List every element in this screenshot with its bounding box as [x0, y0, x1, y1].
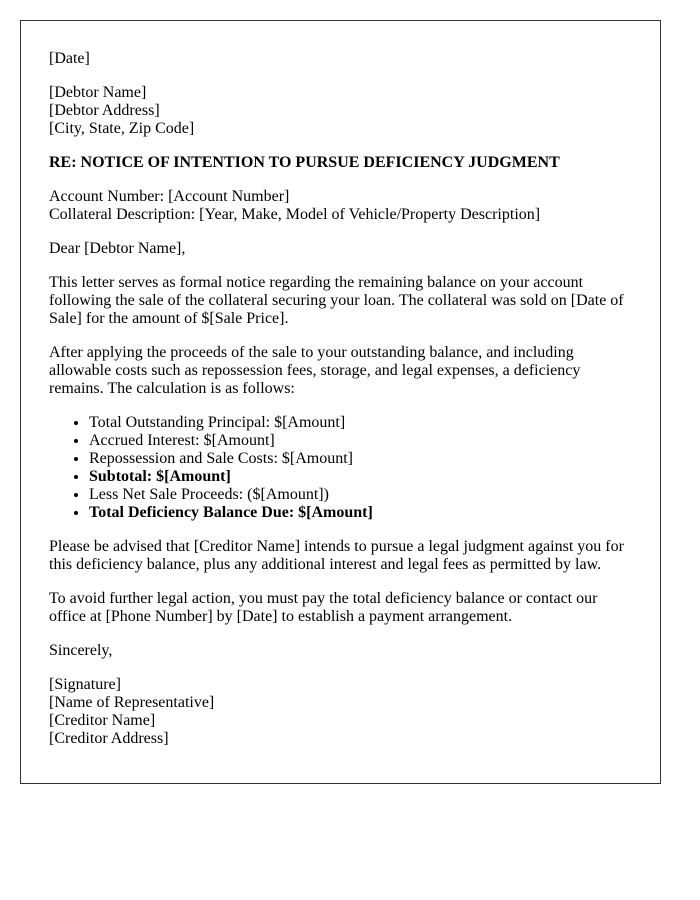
list-item-principal: • Total Outstanding Principal: $[Amount]: [89, 414, 632, 432]
list-item-subtotal: • Subtotal: $[Amount]: [89, 468, 632, 486]
calculation-list: [49, 414, 632, 522]
salutation: Dear [Debtor Name],: [49, 240, 186, 257]
letter-date: [Date]: [49, 50, 90, 67]
debtor-city-state-zip: [City, State, Zip Code]: [49, 120, 195, 137]
paragraph-judgment: Please be advised that [Creditor Name] intends to pursue a legal judgment against you for this deficiency balance, plus any additional interest and legal fees as permitted by law.: [49, 538, 624, 573]
signature: [Signature]: [49, 676, 121, 693]
account-info: [49, 188, 632, 224]
creditor-address: [Creditor Address]: [49, 730, 169, 747]
list-item-total-due: • Total Deficiency Balance Due: $[Amount]: [89, 504, 632, 522]
letter: [20, 20, 661, 784]
list-item-interest: • Accrued Interest: $[Amount]: [89, 432, 632, 450]
paragraph-calculation-intro: After applying the proceeds of the sale to your outstanding balance, and including allowable costs such as repossession fees, storage, and legal expenses, a deficiency remains. The calculation is as follows:: [49, 344, 581, 397]
representative-name: [Name of Representative]: [49, 694, 215, 711]
creditor-name: [Creditor Name]: [49, 712, 156, 729]
debtor-name: [Debtor Name]: [49, 84, 147, 101]
subject-line: RE: NOTICE OF INTENTION TO PURSUE DEFICIENCY JUDGMENT: [49, 154, 560, 171]
collateral-description: Collateral Description: [Year, Make, Model of Vehicle/Property Description]: [49, 206, 541, 223]
signature-block: [49, 676, 632, 748]
paragraph-notice: This letter serves as formal notice regarding the remaining balance on your account following the sale of the collateral securing your loan. The collateral was sold on [Date of Sale] for the amount of $[Sale Price].: [49, 274, 624, 327]
account-number: Account Number: [Account Number]: [49, 188, 290, 205]
list-item-costs: • Repossession and Sale Costs: $[Amount]: [89, 450, 632, 468]
paragraph-action: To avoid further legal action, you must pay the total deficiency balance or contact our office at [Phone Number] by [Date] to establish a payment arrangement.: [49, 590, 598, 625]
list-item-sale-proceeds: • Less Net Sale Proceeds: ($[Amount]): [89, 486, 632, 504]
closing: Sincerely,: [49, 642, 113, 659]
debtor-address: [Debtor Address]: [49, 102, 160, 119]
recipient-address: [49, 84, 632, 138]
